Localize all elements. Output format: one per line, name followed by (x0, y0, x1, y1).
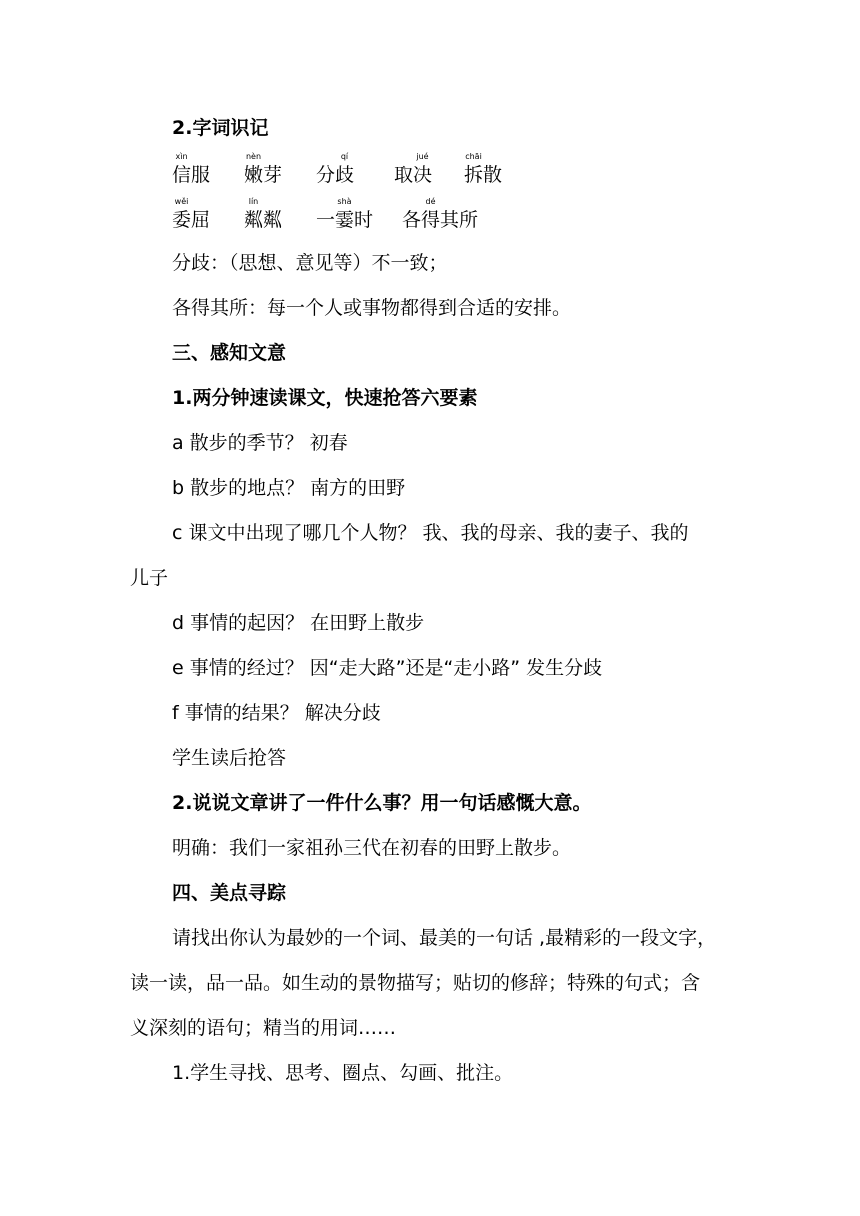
step-1: 1.学生寻找、思考、圈点、勾画、批注。 (172, 1062, 514, 1084)
heading-section-4: 四、美点寻踪 (172, 882, 287, 904)
vocab-char: 委 wěi (172, 197, 192, 231)
vocab-word (394, 152, 433, 188)
vocab-char: 芽 (263, 164, 283, 186)
question-d: d 事情的起因？ 在田野上散步 (172, 612, 425, 634)
heading-section-3: 三、感知文意 (172, 342, 287, 364)
question-a: a 散步的季节？ 初春 (172, 432, 348, 454)
vocab-char: 嫩 nèn (244, 152, 264, 186)
vocab-word (244, 197, 283, 233)
vocab-char: 霎 shà (335, 197, 355, 231)
question-c-line2: 儿子 (130, 567, 169, 589)
vocab-char: 歧 qí (335, 152, 355, 186)
vocab-char: 屈 (191, 209, 211, 231)
vocab-word (316, 152, 355, 188)
question-f: f 事情的结果？ 解决分歧 (172, 702, 381, 724)
pinyin-annotation: wěi (174, 197, 189, 206)
pinyin-annotation: jué (416, 152, 429, 161)
question-c-line1: c 课文中出现了哪几个人物？ 我、我的母亲、我的妻子、我的 (172, 522, 689, 544)
vocab-char: 其 (440, 209, 460, 231)
section-title-vocab: 2.字词识记 (172, 117, 269, 139)
subheading-3-2: 2.说说文章讲了一件什么事？用一句话感慨大意。 (172, 792, 592, 814)
vocab-char: 粼 (263, 209, 283, 231)
pinyin-annotation: xìn (175, 152, 188, 161)
vocab-word (244, 152, 283, 188)
vocab-char: 决 jué (413, 152, 433, 186)
vocab-char: 散 (483, 164, 503, 186)
pinyin-annotation: nèn (245, 152, 262, 161)
vocab-char: 分 (316, 164, 336, 186)
vocab-word (172, 152, 211, 188)
pinyin-annotation: qí (340, 152, 349, 161)
pinyin-annotation: shà (337, 197, 352, 206)
pinyin-annotation: chāi (465, 152, 482, 161)
vocab-char: 时 (354, 209, 374, 231)
vocab-char: 得 dé (421, 197, 441, 231)
vocab-word (316, 197, 374, 233)
definition-fenqi: 分歧：（思想、意见等）不一致； (172, 252, 448, 274)
subheading-3-1: 1.两分钟速读课文，快速抢答六要素 (172, 387, 478, 409)
vocab-char: 信 xìn (172, 152, 192, 186)
paragraph-line-3: 义深刻的语句；精当的用词…… (130, 1017, 397, 1039)
paragraph-line-1: 请找出你认为最妙的一个词、最美的一句话 ,最精彩的一段文字， (172, 927, 717, 949)
vocab-char: 一 (316, 209, 336, 231)
pinyin-annotation: lín (248, 197, 259, 206)
paragraph-line-2: 读一读，品一品。如生动的景物描写；贴切的修辞；特殊的句式；含 (130, 972, 701, 994)
vocab-word (172, 197, 211, 233)
question-b: b 散步的地点？ 南方的田野 (172, 477, 406, 499)
question-e: e 事情的经过？ 因“走大路”还是“走小路” 发生分歧 (172, 657, 603, 679)
vocab-word (464, 152, 503, 188)
pinyin-annotation: dé (425, 197, 436, 206)
definition-gedeqisuo: 各得其所：每一个人或事物都得到合适的安排。 (172, 297, 572, 319)
vocab-char: 服 (191, 164, 211, 186)
vocab-char: 取 (394, 164, 414, 186)
vocab-char: 拆 chāi (464, 152, 484, 186)
vocab-word (402, 197, 479, 233)
vocab-char: 粼 lín (244, 197, 264, 231)
vocab-char: 各 (402, 209, 422, 231)
student-answer-note: 学生读后抢答 (172, 747, 287, 769)
vocab-char: 所 (459, 209, 479, 231)
clarification: 明确：我们一家祖孙三代在初春的田野上散步。 (172, 837, 572, 859)
